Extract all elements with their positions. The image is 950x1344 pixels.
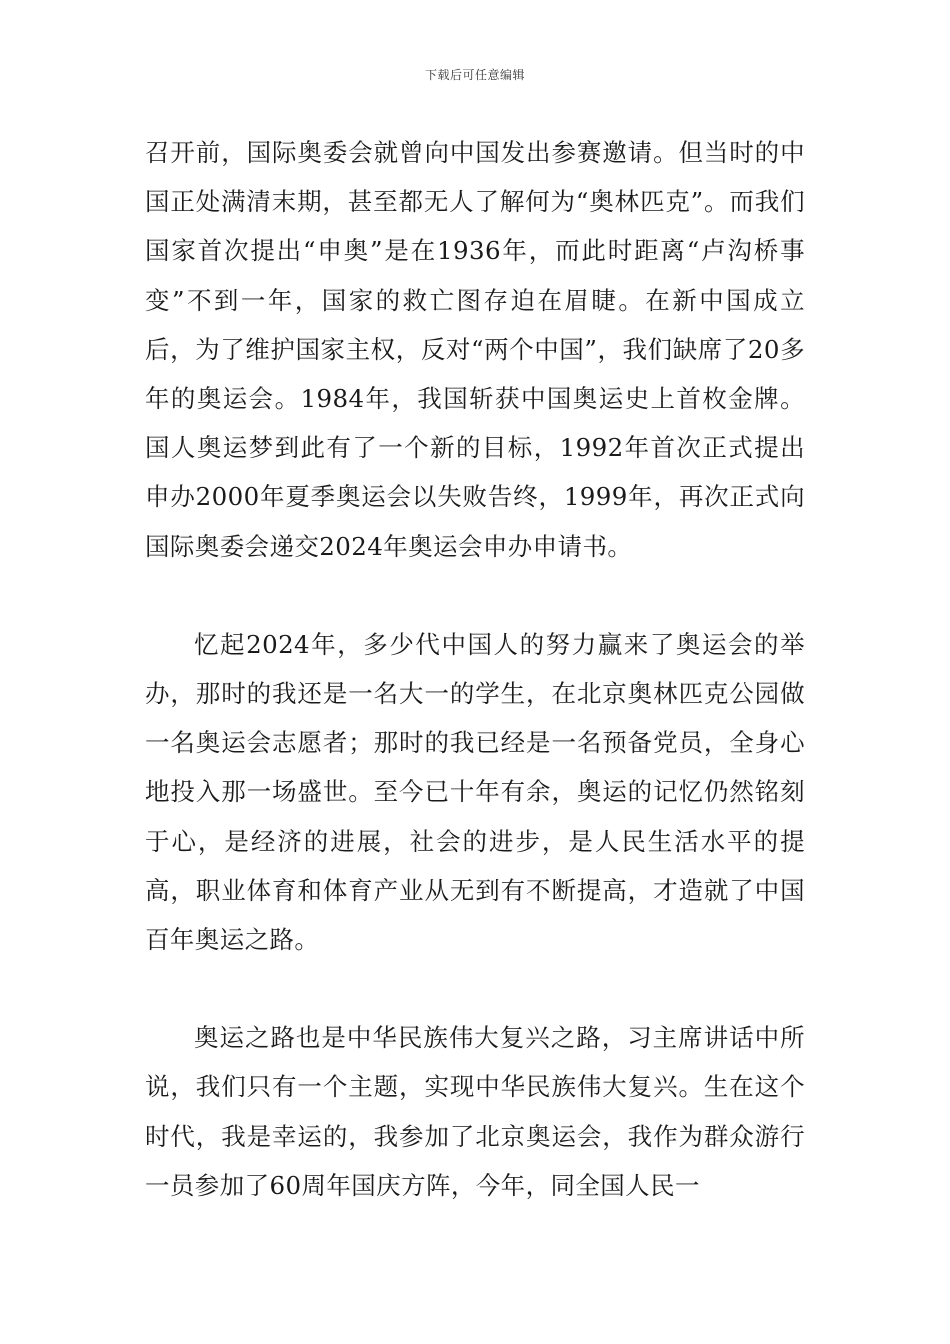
paragraph-1: 召开前，国际奥委会就曾向中国发出参赛邀请。但当时的中国正处满清末期，甚至都无人了解何为“奥林匹克”。而我们国家首次提出“申奥”是在1936年，而此时距离“卢沟桥事变”不到一年，国家的救亡图存迫在眉睫。在新中国成立后，为了维护国家主权，反对“两个中国”，我们缺席了20多年的奥运会。1984年，我国斩获中国奥运史上首枚金牌。国人奥运梦到此有了一个新的目标，1992年首次正式提出申办2000年夏季奥运会以失败告终，1999年，再次正式向国际奥委会递交2024年奥运会申办申请书。 (145, 138, 805, 561)
document-body (145, 128, 805, 1210)
header-note: 下载后可任意编辑 (424, 68, 525, 82)
paragraph-2: 忆起2024年，多少代中国人的努力赢来了奥运会的举办，那时的我还是一名大一的学生，在北京奥林匹克公园做一名奥运会志愿者；那时的我已经是一名预备党员，全身心地投入那一场盛世。至今已十年有余，奥运的记忆仍然铭刻于心，是经济的进展，社会的进步，是人民生活水平的提高，职业体育和体育产业从无到有不断提高，才造就了中国百年奥运之路。 (145, 629, 805, 955)
paragraph-3: 奥运之路也是中华民族伟大复兴之路，习主席讲话中所说，我们只有一个主题，实现中华民族伟大复兴。生在这个时代，我是幸运的，我参加了北京奥运会，我作为群众游行一员参加了60周年国庆方阵，今年，同全国人民一 (145, 1023, 805, 1200)
